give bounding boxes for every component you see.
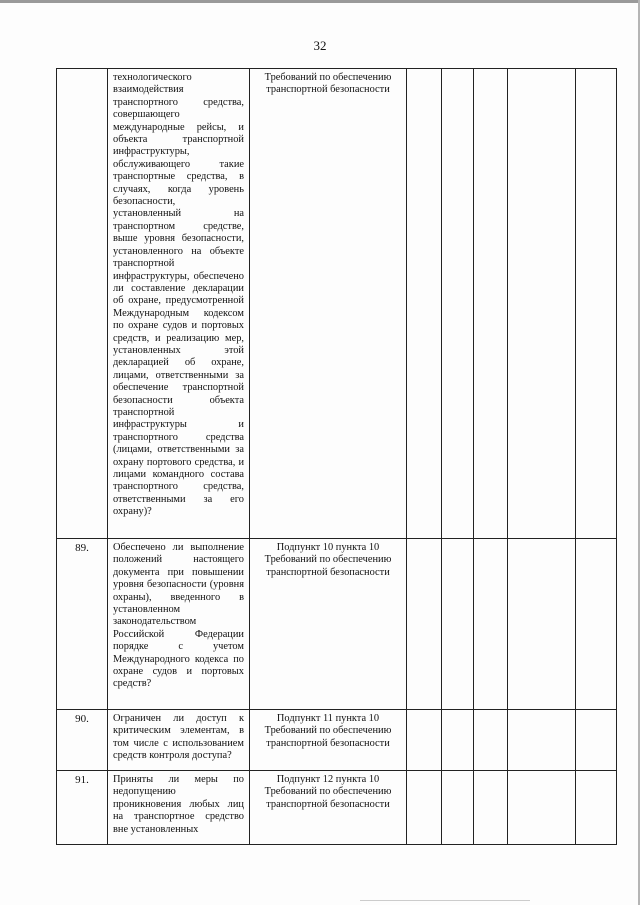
row-number [57, 69, 108, 539]
answer-na-cell [474, 69, 508, 539]
table-row [57, 771, 617, 845]
requirement-reference: Подпункт 11 пункта 10 Требований по обеспечению транспортной безопасности [250, 710, 407, 771]
requirement-reference: Требований по обеспечению транспортной безопасности [250, 69, 407, 539]
row-number: 91. [57, 771, 108, 845]
extra-cell [576, 539, 617, 710]
comment-cell [508, 69, 576, 539]
answer-yes-cell [407, 710, 442, 771]
extra-cell [576, 69, 617, 539]
answer-yes-cell [407, 539, 442, 710]
checklist-table [56, 68, 617, 845]
requirement-reference: Подпункт 10 пункта 10 Требований по обеспечению транспортной безопасности [250, 539, 407, 710]
answer-no-cell [442, 771, 474, 845]
comment-cell [508, 710, 576, 771]
scan-artifact-line [360, 900, 530, 901]
answer-yes-cell [407, 69, 442, 539]
extra-cell [576, 771, 617, 845]
requirement-reference: Подпункт 12 пункта 10 Требований по обеспечению транспортной безопасности [250, 771, 407, 845]
answer-no-cell [442, 710, 474, 771]
comment-cell [508, 539, 576, 710]
answer-no-cell [442, 539, 474, 710]
page-number: 32 [313, 38, 327, 53]
table-row [57, 539, 617, 710]
table-row [57, 710, 617, 771]
row-number: 90. [57, 710, 108, 771]
answer-no-cell [442, 69, 474, 539]
answer-na-cell [474, 771, 508, 845]
comment-cell [508, 771, 576, 845]
question-text: технологического взаимодействия транспортного средства, совершающего международные рейсы, и объекта транспортной инфраструктуры, обслуживающего такие транспортные средства, в случаях, когда уровень безопасности, установленный на транспортном средстве, выше уровня безопасности, установленного на объекте транспортной инфраструктуры, обеспечено ли составление декларации об охране, предусмотренной Международным кодексом по охране судов и портовых средств, и реализацию мер, установленных этой декларацией об охране, лицами, ответственными за обеспечение транспортной безопасности объекта транспортной инфраструктуры и транспортного средства (лицами, ответственными за охрану портового средства, и лицами командного состава транспортного средства, ответственными за его охрану)? [108, 69, 250, 539]
answer-na-cell [474, 539, 508, 710]
table-row [57, 69, 617, 539]
answer-yes-cell [407, 771, 442, 845]
answer-na-cell [474, 710, 508, 771]
question-text: Ограничен ли доступ к критическим элементам, в том числе с использованием средств контроля доступа? [108, 710, 250, 771]
question-text: Приняты ли меры по недопущению проникновения любых лиц на транспортное средство вне установленных [108, 771, 250, 845]
extra-cell [576, 710, 617, 771]
row-number: 89. [57, 539, 108, 710]
page-edge-top [0, 0, 640, 3]
question-text: Обеспечено ли выполнение положений настоящего документа при повышении уровня безопасности (уровня охраны), введенного в установленном законодательством Российской Федерации порядке с учетом Международного кодекса по охране судов и портовых средств? [108, 539, 250, 710]
